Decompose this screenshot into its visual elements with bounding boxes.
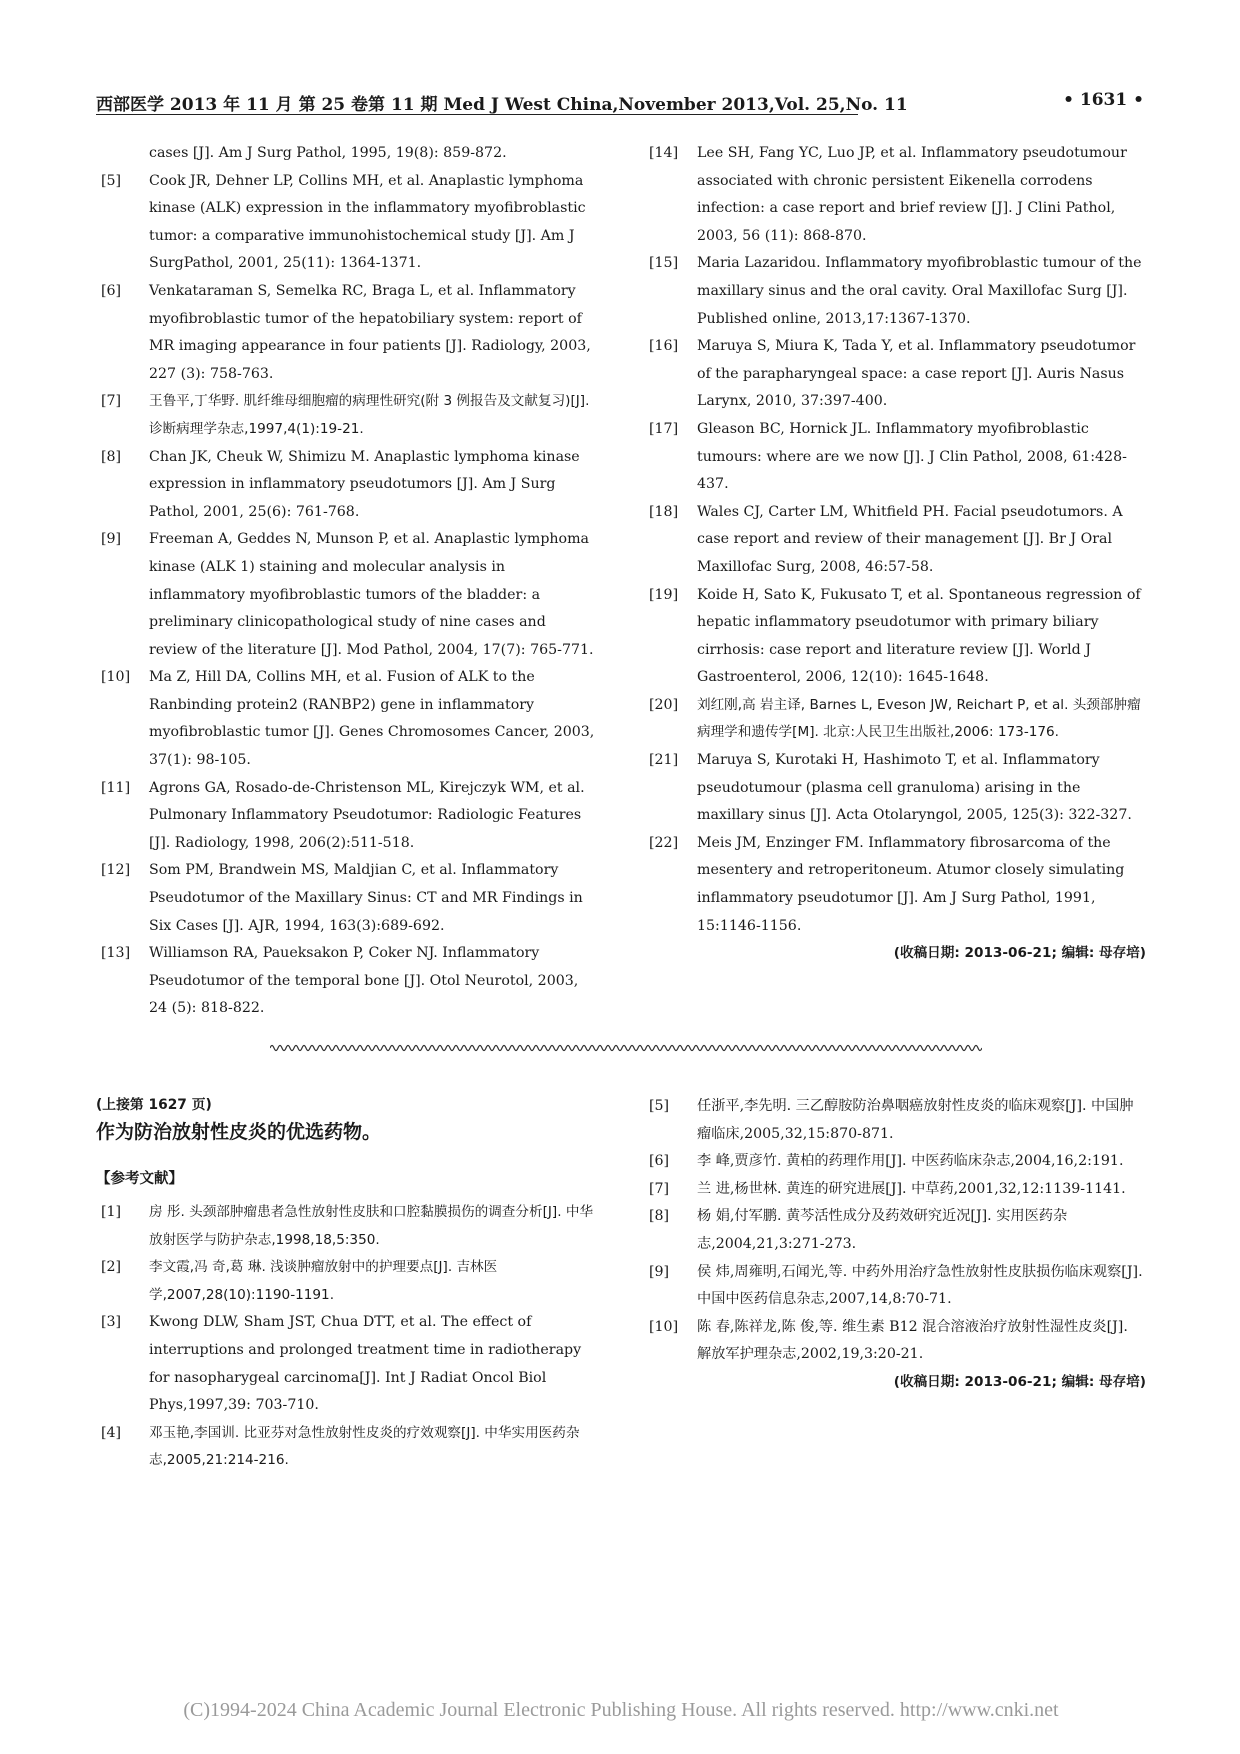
reference-text: Som PM, Brandwein MS, Maldjian C, et al. Inflammatory Pseudotumor of the Maxillary Sinus: CT and MR Findings in Six Cases [J]. AJR, 1994, 163(3):689-692.: [149, 862, 583, 934]
reference-text: Chan JK, Cheuk W, Shimizu M. Anaplastic lymphoma kinase expression in inflammatory pseudotumors [J]. Am J Surg Pathol, 2001, 25(6): 761-768.: [149, 448, 580, 520]
reference-item: [644, 1203, 1146, 1258]
received-date: (收稿日期: 2013-06-21; 编辑: 母存培): [893, 945, 1146, 962]
reference-text: 刘红刚,高 岩主译, Barnes L, Eveson JW, Reichart P, et al. 头颈部肿瘤病理学和遗传学[M]. 北京:人民卫生出版社,2006: 173-176.: [697, 696, 1141, 741]
reference-text: Meis JM, Enzinger FM. Inflammatory fibrosarcoma of the mesentery and retroperitoneum. Atumor closely simulating inflammatory pseudotumor [J]. Am J Surg Pathol, 1991, 15:1146-1156.: [697, 834, 1125, 934]
article-conclusion: 作为防治放射性皮炎的优选药物。: [96, 1121, 382, 1143]
reference-item: [644, 1259, 1146, 1314]
header-rule: [96, 114, 858, 115]
reference-number: [5]: [101, 172, 122, 189]
reference-item: [644, 499, 1146, 582]
reference-item: [96, 1254, 598, 1309]
reference-item: [96, 775, 598, 858]
reference-text: 王鲁平,丁华野. 肌纤维母细胞瘤的病理性研究(附 3 例报告及文献复习)[J]. 诊断病理学杂志,1997,4(1):19-21.: [149, 393, 590, 437]
reference-item: [644, 747, 1146, 830]
reference-number: [17]: [649, 420, 679, 437]
reference-item: [96, 664, 598, 774]
reference-item: [96, 1420, 598, 1475]
journal-citation: 西部医学 2013 年 11 月 第 25 卷第 11 期 Med J West China,November 2013,Vol. 25,No. 11: [96, 95, 908, 115]
reference-text: Lee SH, Fang YC, Luo JP, et al. Inflammatory pseudotumour associated with chronic persistent Eikenella corrodens infection: a case report and brief review [J]. J Clini Pathol, 2003, 56 (11): 868-870.: [697, 145, 1127, 244]
reference-text: 李文霞,冯 奇,葛 琳. 浅谈肿瘤放射中的护理要点[J]. 吉林医学,2007,28(10):1190-1191.: [149, 1259, 498, 1303]
reference-item: [644, 582, 1146, 692]
reference-text: Kwong DLW, Sham JST, Chua DTT, et al. The effect of interruptions and prolonged treatment time in radiotherapy for nasopharygeal carcinoma[J]. Int J Radiat Oncol Biol Phys,1997,39: 703-710.: [149, 1314, 582, 1414]
reference-text: 李 峰,贾彦竹. 黄柏的药理作用[J]. 中医药临床杂志,2004,16,2:191.: [697, 1153, 1124, 1170]
reference-text: Cook JR, Dehner LP, Collins MH, et al. Anaplastic lymphoma kinase (ALK) expression in the inflammatory myofibroblastic tumor: a comparative immunohistochemical study [J]. Am J SurgPathol, 2001, 25(11): 1364-1371.: [149, 172, 586, 272]
reference-item: [644, 333, 1146, 416]
reference-item: [96, 168, 598, 278]
section-divider-wave: [270, 1042, 982, 1054]
continued-reference: cases [J]. Am J Surg Pathol, 1995, 19(8): 859-872.: [149, 145, 507, 161]
reference-item: [96, 940, 598, 1023]
reference-item: [644, 692, 1146, 747]
reference-number: [8]: [649, 1208, 670, 1225]
copyright-footer: (C)1994-2024 China Academic Journal Electronic Publishing House. All rights reserved. http://www.cnki.net: [183, 1699, 1059, 1721]
reference-number: [14]: [649, 145, 679, 161]
upper-right-column: [644, 140, 1146, 966]
reference-number: [16]: [649, 338, 679, 355]
received-date: (收稿日期: 2013-06-21; 编辑: 母存培): [893, 1373, 1146, 1390]
reference-text: Koide H, Sato K, Fukusato T, et al. Spontaneous regression of hepatic inflammatory pseudotumor with primary biliary cirrhosis: case report and literature review [J]. World J Gastroenterol, 2006, 12(10): 1645-1648.: [697, 586, 1141, 686]
reference-item: [96, 444, 598, 527]
reference-text: Venkataraman S, Semelka RC, Braga L, et al. Inflammatory myofibroblastic tumor of the hepatobiliary system: report of MR imaging appearance in four patients [J]. Radiology, 2003, 227 (3): 758-763.: [149, 282, 591, 382]
reference-text: Williamson RA, Paueksakon P, Coker NJ. Inflammatory Pseudotumor of the temporal bone [J]. Otol Neurotol, 2003, 24 (5): 818-822.: [149, 945, 579, 1017]
lower-right-column: [644, 1093, 1146, 1395]
reference-number: [2]: [101, 1259, 122, 1276]
reference-text: 陈 春,陈祥龙,陈 俊,等. 维生素 B12 混合溶液治疗放射性湿性皮炎[J]. 解放军护理杂志,2002,19,3:20-21.: [697, 1318, 1128, 1363]
reference-text: 房 彤. 头颈部肿瘤患者急性放射性皮肤和口腔黏膜损伤的调查分析[J]. 中华放射医学与防护杂志,1998,18,5:350.: [149, 1204, 594, 1248]
reference-item: [644, 250, 1146, 333]
reference-item: [96, 857, 598, 940]
reference-number: [7]: [649, 1180, 670, 1197]
reference-text: 兰 进,杨世林. 黄连的研究进展[J]. 中草药,2001,32,12:1139-1141.: [697, 1180, 1126, 1197]
page-number: • 1631 •: [1063, 90, 1144, 110]
reference-number: [10]: [101, 669, 131, 686]
reference-number: [8]: [101, 448, 122, 465]
reference-item: [644, 1093, 1146, 1148]
reference-item: [96, 1309, 598, 1419]
reference-text: 邓玉艳,李国训. 比亚芬对急性放射性皮炎的疗效观察[J]. 中华实用医药杂志,2005,21:214-216.: [149, 1424, 580, 1469]
reference-number: [6]: [649, 1153, 670, 1170]
reference-number: [4]: [101, 1424, 122, 1441]
reference-item: [644, 1176, 1146, 1204]
reference-number: [15]: [649, 255, 679, 272]
reference-text: Gleason BC, Hornick JL. Inflammatory myofibroblastic tumours: where are we now [J]. J Clin Pathol, 2008, 61:428-437.: [697, 420, 1127, 493]
reference-number: [10]: [649, 1318, 679, 1335]
reference-item: [644, 416, 1146, 499]
reference-text: 杨 娟,付军鹏. 黄芩活性成分及药效研究近况[J]. 实用医药杂志,2004,21,3:271-273.: [697, 1208, 1068, 1252]
continued-from-note: (上接第 1627 页): [96, 1097, 212, 1113]
upper-left-column: [96, 140, 598, 1023]
reference-item: [644, 1314, 1146, 1369]
references-heading: 【参考文献】: [96, 1171, 183, 1187]
lower-left-column: [96, 1093, 598, 1475]
reference-number: [11]: [101, 779, 131, 796]
reference-number: [12]: [101, 862, 131, 879]
reference-text: 任浙平,李先明. 三乙醇胺防治鼻咽癌放射性皮炎的临床观察[J]. 中国肿瘤临床,2005,32,15:870-871.: [697, 1098, 1134, 1142]
reference-number: [21]: [649, 752, 679, 769]
reference-text: Maria Lazaridou. Inflammatory myofibroblastic tumour of the maxillary sinus and the oral cavity. Oral Maxillofac Surg [J]. Published online, 2013,17:1367-1370.: [697, 255, 1142, 327]
reference-text: Maruya S, Kurotaki H, Hashimoto T, et al. Inflammatory pseudotumour (plasma cell granuloma) arising in the maxillary sinus [J]. Acta Otolaryngol, 2005, 125(3): 322-327.: [697, 752, 1132, 824]
reference-item: [96, 526, 598, 664]
reference-item: [96, 388, 598, 443]
reference-number: [7]: [101, 393, 122, 410]
reference-item: [644, 1148, 1146, 1176]
reference-number: [6]: [101, 282, 122, 299]
reference-number: [9]: [649, 1263, 670, 1280]
reference-number: [5]: [649, 1098, 670, 1114]
reference-item: [644, 830, 1146, 940]
reference-number: [19]: [649, 586, 679, 603]
reference-number: [1]: [101, 1204, 122, 1220]
reference-item: [96, 278, 598, 388]
reference-item: [644, 140, 1146, 250]
reference-item: [96, 1199, 598, 1254]
reference-number: [20]: [649, 696, 679, 713]
reference-text: Maruya S, Miura K, Tada Y, et al. Inflammatory pseudotumor of the parapharyngeal space: a case report [J]. Auris Nasus Larynx, 2010, 37:397-400.: [697, 338, 1136, 410]
reference-number: [3]: [101, 1314, 122, 1331]
reference-number: [13]: [101, 945, 131, 962]
running-header: [96, 90, 1144, 114]
reference-number: [18]: [649, 503, 679, 520]
reference-number: [9]: [101, 531, 122, 548]
reference-text: Agrons GA, Rosado-de-Christenson ML, Kirejczyk WM, et al. Pulmonary Inflammatory Pseudotumor: Radiologic Features [J]. Radiology, 1998, 206(2):511-518.: [149, 779, 585, 851]
reference-text: Wales CJ, Carter LM, Whitfield PH. Facial pseudotumors. A case report and review of their management [J]. Br J Oral Maxillofac Surg, 2008, 46:57-58.: [697, 503, 1123, 575]
reference-number: [22]: [649, 834, 679, 851]
reference-text: 侯 炜,周雍明,石闻光,等. 中药外用治疗急性放射性皮肤损伤临床观察[J]. 中国中医药信息杂志,2007,14,8:70-71.: [697, 1263, 1143, 1308]
reference-text: Freeman A, Geddes N, Munson P, et al. Anaplastic lymphoma kinase (ALK 1) staining and molecular analysis in inflammatory myofibroblastic tumors of the bladder: a preliminary clinicopathological study of nine cases and review of the literature [J]. Mod Pathol, 2004, 17(7): 765-771.: [149, 531, 594, 658]
reference-text: Ma Z, Hill DA, Collins MH, et al. Fusion of ALK to the Ranbinding protein2 (RANBP2) gene in inflammatory myofibroblastic tumor [J]. Genes Chromosomes Cancer, 2003, 37(1): 98-105.: [149, 669, 595, 769]
